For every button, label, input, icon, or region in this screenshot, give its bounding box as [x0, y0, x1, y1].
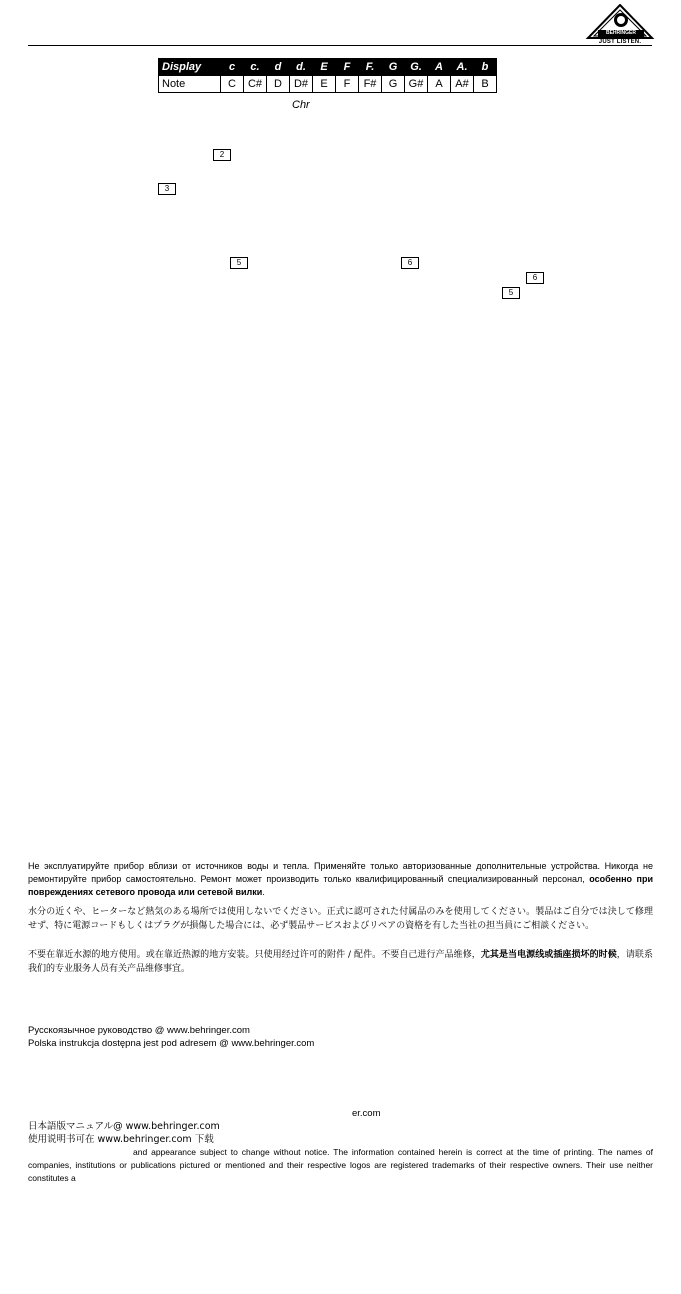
marker-box-5: 5	[230, 257, 248, 269]
warning-russian-end: .	[262, 887, 265, 897]
behringer-logo	[584, 4, 656, 48]
manual-link-chinese	[28, 1134, 214, 1146]
display-cell: G.	[405, 59, 428, 76]
note-cell: D	[267, 76, 290, 93]
note-cell: C	[221, 76, 244, 93]
marker-box-6: 6	[401, 257, 419, 269]
note-cell: B	[474, 76, 497, 93]
marker-box-2: 2	[213, 149, 231, 161]
warning-chinese-text: 不要在靠近水源的地方使用。或在靠近热源的地方安装。只使用经过许可的附件 / 配件。不要自己进行产品维修，	[28, 950, 481, 960]
note-label: Note	[159, 76, 221, 93]
table-caption: Chr	[292, 99, 310, 111]
display-cell: b	[474, 59, 497, 76]
display-cell: F	[336, 59, 359, 76]
display-cell: c	[221, 59, 244, 76]
marker-box-6: 6	[526, 272, 544, 284]
display-cell: E	[313, 59, 336, 76]
manual-link-fragment: er.com	[352, 1108, 381, 1119]
logo-tagline: JUST LISTEN.	[598, 39, 642, 45]
note-display-table	[158, 58, 497, 93]
note-cell: G	[382, 76, 405, 93]
manual-link-polish: Polska instrukcja dostępna jest pod adresem @ www.behringer.com	[28, 1038, 315, 1049]
note-cell: A	[428, 76, 451, 93]
header-rule	[28, 45, 652, 46]
display-cell: c.	[244, 59, 267, 76]
marker-box-3: 3	[158, 183, 176, 195]
note-cell: F	[336, 76, 359, 93]
note-cell: G#	[405, 76, 428, 93]
display-cell: d	[267, 59, 290, 76]
note-cell: E	[313, 76, 336, 93]
note-cell: C#	[244, 76, 267, 93]
manual-link-chinese-text: 使用说明书可在	[28, 1134, 98, 1145]
manual-link-japanese: 日本語版マニュアル@ www.behringer.com	[28, 1121, 220, 1132]
warning-russian-bold: особенно при повреждениях сетевого провода или сетевой вилки	[28, 874, 653, 897]
display-cell: A	[428, 59, 451, 76]
display-cell: A.	[451, 59, 474, 76]
note-cell: A#	[451, 76, 474, 93]
legal-disclaimer: and appearance subject to change without notice. The information contained herein is correct at the time of printing. The names of companies, institutions or publications pictured or mentioned and their respective logos are registered trademarks of their respective owners. Their use neither constitutes a	[28, 1147, 653, 1183]
warning-chinese-end: ，请联系我们的专业服务人员有关产品维修事宜。	[28, 950, 653, 974]
display-cell: G	[382, 59, 405, 76]
logo-brand-text: BEHRINGER	[605, 30, 636, 36]
warning-chinese	[28, 948, 653, 976]
display-row	[159, 59, 497, 76]
warning-russian-text: Не эксплуатируйте прибор вблизи от источников воды и тепла. Применяйте только авторизованные дополнительные устройства. Никогда не ремонтируйте прибор самостоятельно. Ремонт может производить только квалифицированный специализированный персонал,	[28, 861, 653, 884]
note-cell: D#	[290, 76, 313, 93]
display-cell: F.	[359, 59, 382, 76]
manual-link-chinese-url: www.behringer.com	[97, 1134, 192, 1145]
manual-link-russian: Русскоязычное руководство @ www.behringer.com	[28, 1025, 250, 1036]
display-cell: d.	[290, 59, 313, 76]
warning-japanese: 水分の近くや、ヒーターなど熱気のある場所では使用しないでください。正式に認可された付属品のみを使用してください。製品はご自分では決して修理せず、特に電源コードもしくはプラグが損傷した場合には、必ず製品サービスおよびリペアの資格を有した当社の担当員にご相談ください。	[28, 907, 653, 931]
note-row	[159, 76, 497, 93]
manual-link-chinese-suffix: 下载	[191, 1134, 214, 1145]
marker-box-5: 5	[502, 287, 520, 299]
display-label: Display	[159, 59, 221, 76]
warning-russian	[28, 860, 653, 899]
warning-chinese-bold: 尤其是当电源线或插座损坏的时候	[480, 950, 617, 960]
note-cell: F#	[359, 76, 382, 93]
